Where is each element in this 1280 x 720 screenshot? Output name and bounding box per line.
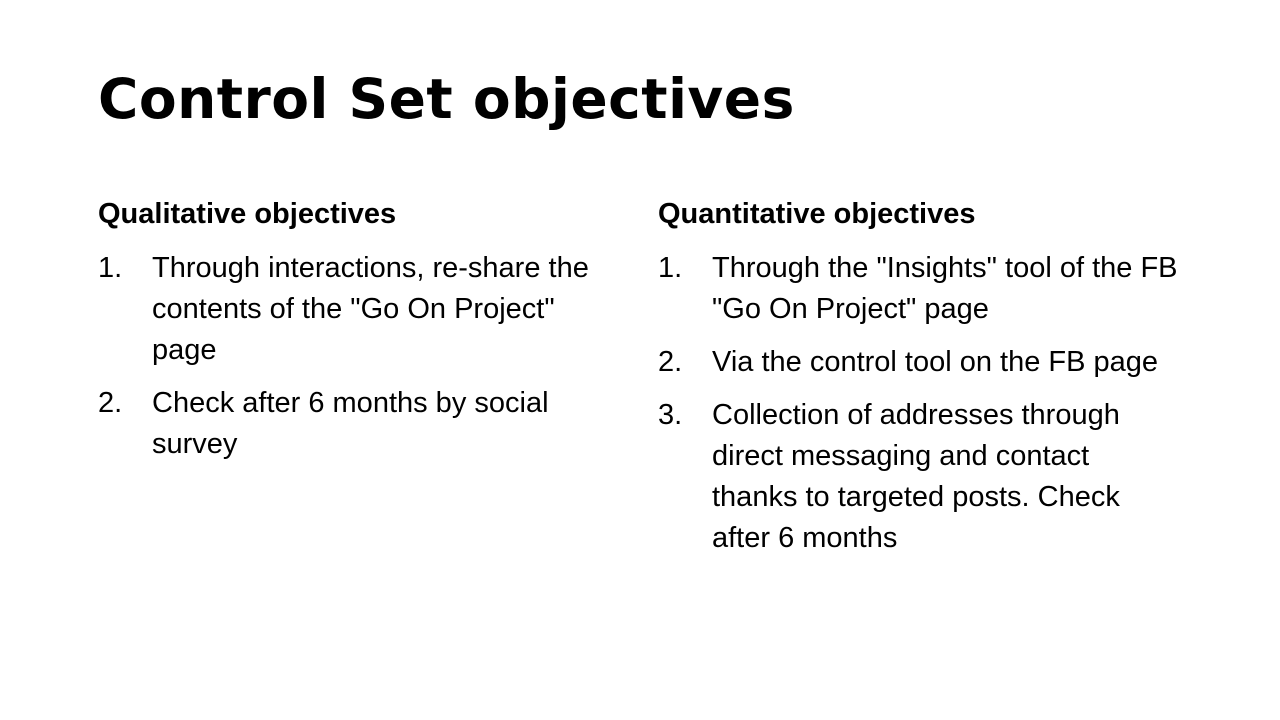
list-item-number: 2. xyxy=(658,346,683,378)
list-item-number: 1. xyxy=(658,252,683,284)
list-item xyxy=(98,248,618,371)
list-item-number: 2. xyxy=(98,387,123,419)
slide-title: Control Set objectives xyxy=(98,67,795,131)
qualitative-list xyxy=(98,248,618,465)
list-item-text: Through the "Insights" tool of the FB "Go On Project" page xyxy=(712,252,1178,325)
list-item-text: Through interactions, re-share the contents of the "Go On Project" page xyxy=(152,252,589,366)
quantitative-list xyxy=(658,248,1178,559)
qualitative-heading: Qualitative objectives xyxy=(98,198,397,230)
qualitative-objectives-column xyxy=(98,194,618,477)
list-item-number: 1. xyxy=(98,252,123,284)
list-item-number: 3. xyxy=(658,399,683,431)
quantitative-heading: Quantitative objectives xyxy=(658,198,976,230)
list-item xyxy=(658,342,1178,383)
list-item-text: Collection of addresses through direct messaging and contact thanks to targeted posts. Check after 6 months xyxy=(712,399,1120,554)
list-item xyxy=(98,383,618,465)
list-item-text: Check after 6 months by social survey xyxy=(152,387,549,460)
list-item xyxy=(658,248,1178,330)
list-item xyxy=(658,395,1178,559)
quantitative-objectives-column xyxy=(658,194,1178,571)
list-item-text: Via the control tool on the FB page xyxy=(712,346,1159,378)
